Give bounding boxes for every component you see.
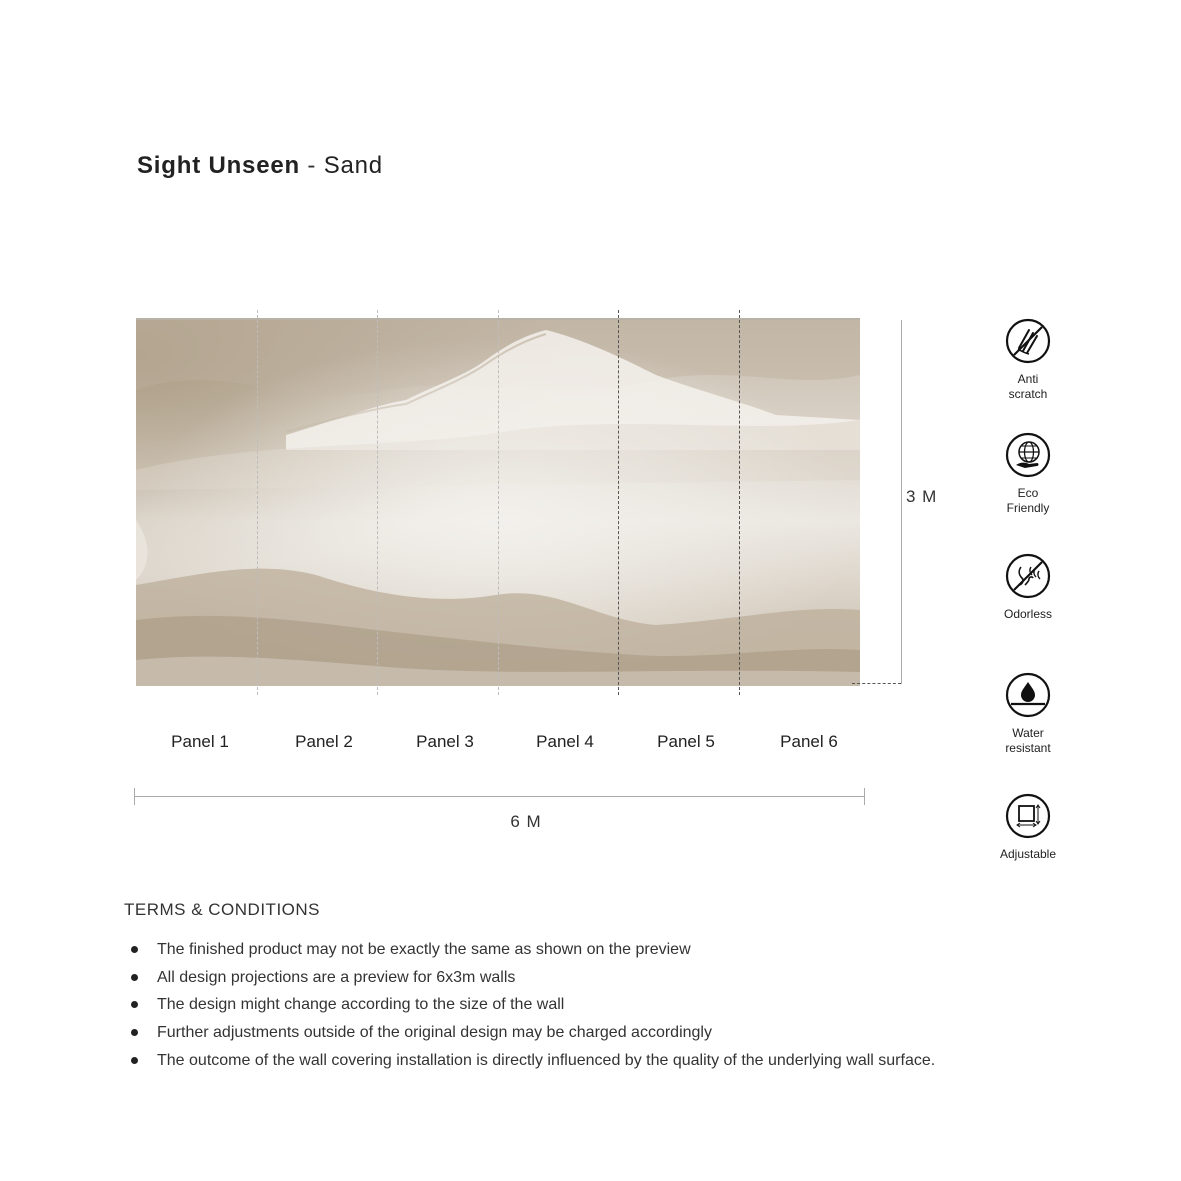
- feature-label: Adjustable: [999, 847, 1057, 861]
- feature-label: Anti scratch: [1008, 372, 1048, 401]
- width-dimension-line: [134, 796, 865, 797]
- product-colorway: Sand: [323, 152, 383, 179]
- title-separator: -: [299, 152, 324, 179]
- terms-title: TERMS & CONDITIONS: [124, 900, 321, 919]
- bullet-icon: [131, 1001, 138, 1008]
- width-tick-right: [864, 788, 865, 805]
- feature-label: Odorless: [1003, 607, 1053, 621]
- feature-eco-friendly: [988, 432, 1068, 516]
- eco-friendly-icon: [1005, 432, 1051, 478]
- panel-label: Panel 1: [171, 732, 229, 751]
- panel-divider: [377, 310, 378, 695]
- panel-divider: [739, 310, 740, 695]
- anti-scratch-icon: [1005, 318, 1051, 364]
- panel-divider: [498, 310, 499, 695]
- panel-divider: [618, 310, 619, 695]
- panel-label: Panel 4: [536, 732, 594, 751]
- bullet-icon: [131, 1057, 138, 1064]
- panel-label: Panel 6: [780, 732, 838, 751]
- product-name: Sight Unseen: [137, 152, 300, 179]
- height-dimension-line: [901, 320, 902, 684]
- list-item: Further adjustments outside of the original design may be charged accordingly: [128, 1021, 935, 1049]
- panel-label: Panel 2: [295, 732, 353, 751]
- list-item: The outcome of the wall covering installation is directly influenced by the quality of the underlying wall surface.: [128, 1049, 935, 1077]
- bullet-icon: [131, 946, 138, 953]
- bullet-icon: [131, 974, 138, 981]
- feature-label: Water resistant: [1005, 726, 1051, 755]
- list-item: All design projections are a preview for 6x3m walls: [128, 966, 935, 994]
- panel-divider: [257, 310, 258, 695]
- panel-label: Panel 5: [657, 732, 715, 751]
- feature-adjustable: [988, 793, 1068, 862]
- width-tick-left: [134, 788, 135, 805]
- feature-label: Eco Friendly: [1006, 486, 1050, 515]
- feature-anti-scratch: [988, 318, 1068, 402]
- list-item: The finished product may not be exactly the same as shown on the preview: [128, 938, 935, 966]
- list-item: The design might change according to the size of the wall: [128, 993, 935, 1021]
- water-resistant-icon: [1005, 672, 1051, 718]
- odorless-icon: [1005, 553, 1051, 599]
- width-label: 6 M: [510, 812, 542, 831]
- bullet-icon: [131, 1029, 138, 1036]
- adjustable-icon: [1005, 793, 1051, 839]
- panel-label: Panel 3: [416, 732, 474, 751]
- height-dimension-guide: [852, 683, 901, 684]
- feature-odorless: [988, 553, 1068, 622]
- height-label: 3 M: [906, 487, 938, 506]
- terms-list: [128, 938, 935, 1076]
- feature-water-resistant: [988, 672, 1068, 756]
- page-title: [137, 152, 383, 180]
